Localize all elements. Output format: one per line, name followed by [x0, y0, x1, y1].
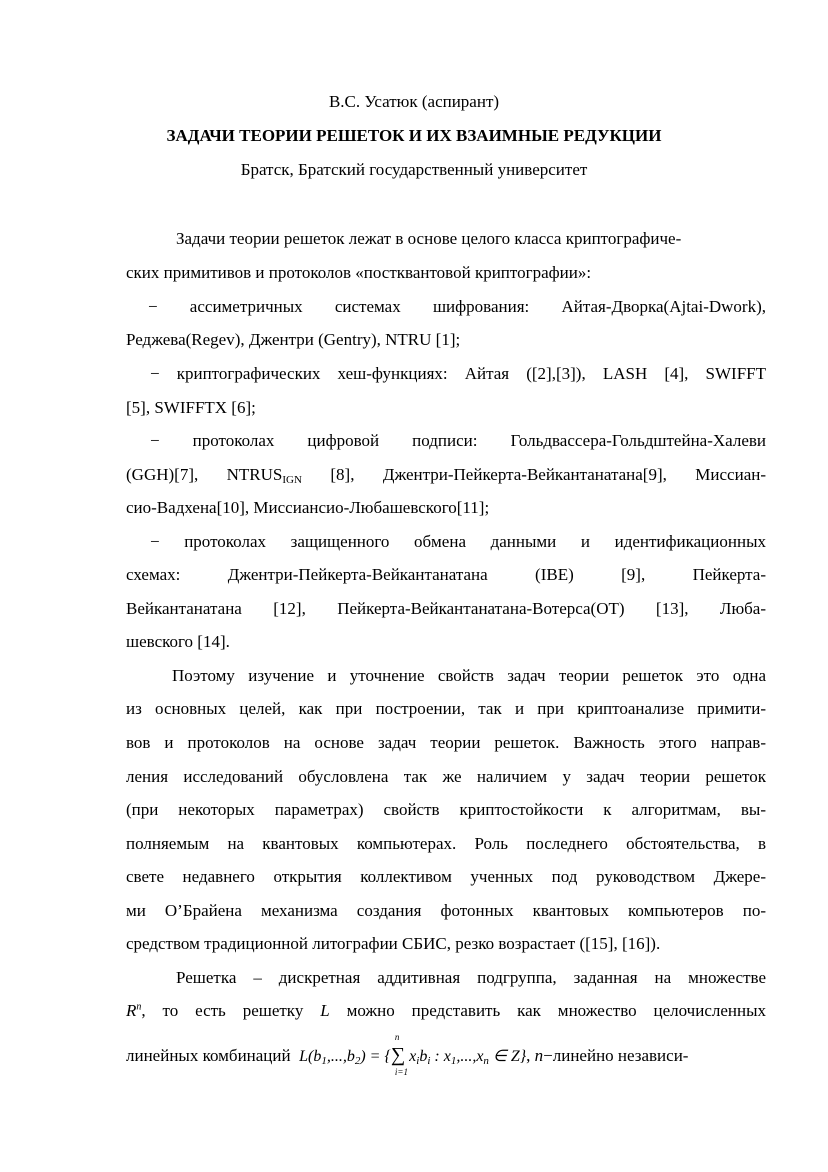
paragraph-2-line-3: вов и протоколов на основе задач теории решеток. Важность этого направ- [126, 733, 766, 752]
paragraph-3-line-1: Решетка – дискретная аддитивная подгруппа, заданная на множестве [176, 968, 766, 987]
bullet-3-line-3: сио-Вадхена[10], Миссиансио-Любашевского[11]; [126, 498, 490, 517]
bullet-2-line-2: [5], SWIFFTX [6]; [126, 398, 256, 417]
summation-sign: ∑ n i=1 [390, 1032, 408, 1077]
paper-title: ЗАДАЧИ ТЕОРИИ РЕШЕТОК И ИХ ВЗАИМНЫЕ РЕДУКЦИИ [166, 126, 662, 145]
bullet-3-line-2: (GGH)[7], $NTRUS_{IGN}$ [8], Джентри-Пейкерта-Вейкантанатана[9], Миссиан- [126, 465, 766, 486]
bullet-2-line-1: − криптографических хеш-функциях: Айтая ([2],[3]), LASH [4], SWIFFT [150, 364, 766, 383]
paragraph-1-line-1: Задачи теории решеток лежат в основе целого класса криптографиче- [176, 229, 682, 248]
bullet-1-line-1: − ассиметричных системах шифрования: Айтая-Дворка(Ajtai-Dwork), [148, 297, 766, 316]
bullet-4-line-2: схемах: Джентри-Пейкерта-Вейкантанатана (IBE) [9], Пейкерта- [126, 565, 766, 584]
bullet-3-line-1: − протоколах цифровой подписи: Гольдвассера-Гольдштейна-Халеви [150, 431, 766, 450]
lattice-formula: $L(b_1,...,b_2)$ = {∑ n i=1 $x_ib_i$ : $x_1,...,x_n$ ∈ Z} [299, 1032, 527, 1077]
paragraph-2-line-9: средством традиционной литографии СБИС, резко возрастает ([15], [16]). [126, 934, 661, 953]
paragraph-2-line-8: ми О’Брайена механизма создания фотонных квантовых компьютеров по- [126, 901, 766, 920]
paragraph-2-line-6: полняемым на квантовых компьютерах. Роль последнего обстоятельства, в [126, 834, 766, 853]
bullet-4-line-1: − протоколах защищенного обмена данными и идентификационных [150, 532, 766, 551]
paragraph-2-line-2: из основных целей, как при построении, так и при криптоанализе примити- [126, 699, 766, 718]
paragraph-2-line-5: (при некоторых параметрах) свойств криптостойкости к алгоритмам, вы- [126, 800, 766, 819]
paragraph-3-line-2: $R^n$, то есть решетку L можно представить как множество целочисленных [126, 1001, 767, 1020]
author-line: В.С. Усатюк (аспирант) [328, 92, 500, 111]
paragraph-3-line-3: линейных комбинаций $L(b_1,...,b_2)$ = {∑ n i=1 $x_ib_i$ : $x_1,...,x_n$ ∈ Z}, n−линейно независи- [126, 1032, 689, 1077]
bullet-4-line-4: шевского [14]. [126, 632, 230, 651]
bullet-1-line-2: Реджева(Regev), Джентри (Gentry), NTRU [1]; [126, 330, 461, 349]
paragraph-2-line-7: свете недавнего открытия коллективом ученных под руководством Джере- [126, 867, 766, 886]
paragraph-2-line-4: ления исследований обусловлена так же наличием у задач теории решеток [126, 767, 766, 786]
bullet-4-line-3: Вейкантанатана [12], Пейкерта-Вейкантанатана-Вотерса(OT) [13], Люба- [126, 599, 766, 618]
affiliation-line: Братск, Братский государственный университет [240, 160, 588, 179]
paragraph-2-line-1: Поэтому изучение и уточнение свойств задач теории решеток это одна [172, 666, 766, 685]
paragraph-1-line-2: ских примитивов и протоколов «постквантовой криптографии»: [126, 263, 592, 282]
